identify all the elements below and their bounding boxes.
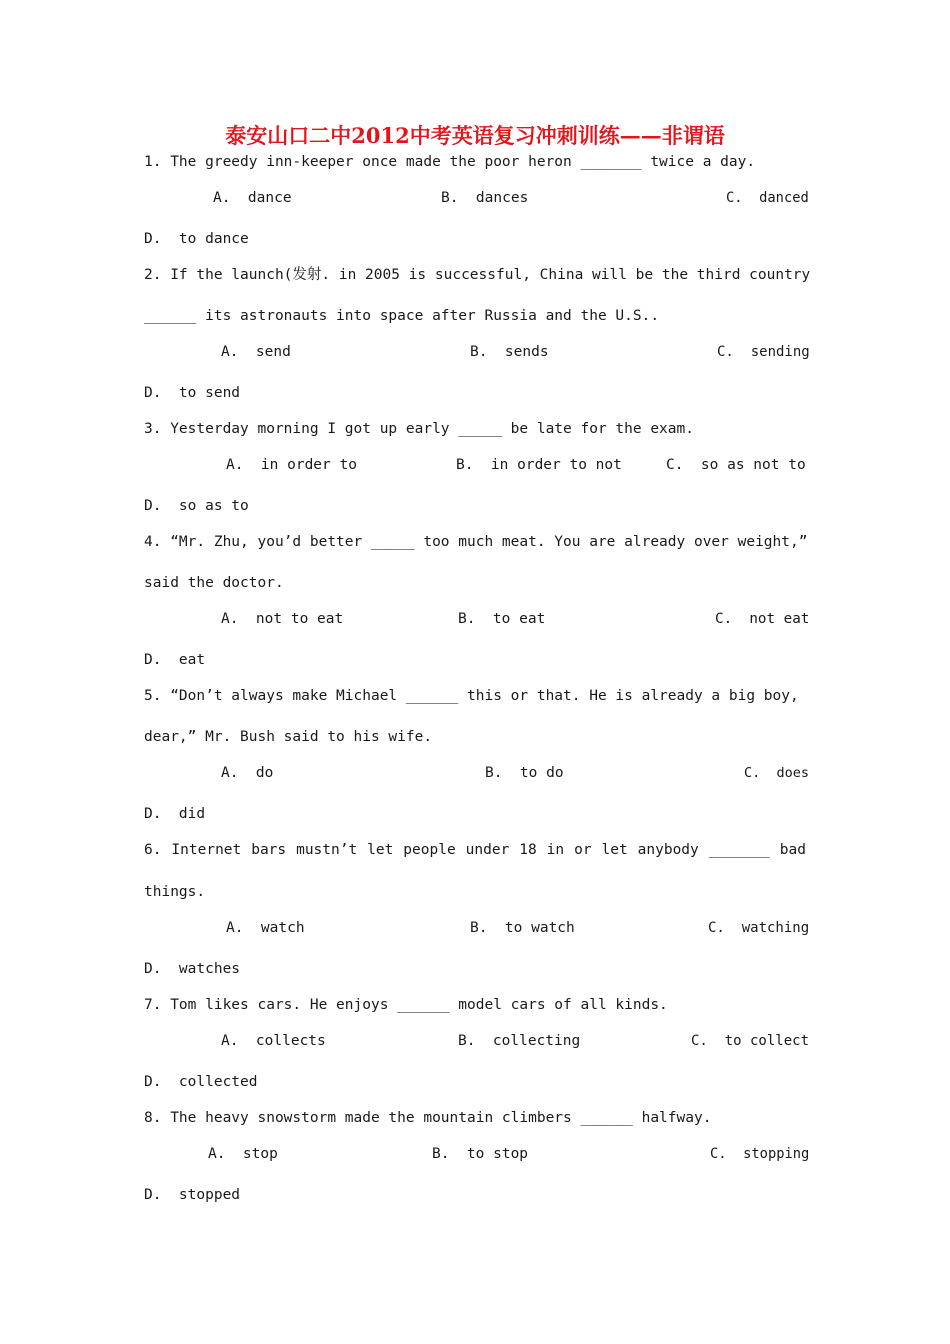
question-4-option-b: B. to eat	[458, 611, 546, 627]
question-1-text: 1. The greedy inn-keeper once made the poor heron _______ twice a day.	[144, 154, 756, 170]
question-8-text: 8. The heavy snowstorm made the mountain climbers ______ halfway.	[144, 1110, 712, 1126]
question-7-option-b: B. collecting	[458, 1033, 581, 1049]
question-2-option-a: A. send	[221, 344, 291, 360]
question-2-text-line-2: ______ its astronauts into space after Russia and the U.S..	[144, 308, 660, 324]
question-7-option-a: A. collects	[221, 1033, 326, 1049]
question-4-option-d: D. eat	[144, 652, 206, 668]
question-4-option-c: C. not eat	[715, 611, 810, 627]
question-6-option-c: C. watching	[708, 920, 810, 936]
question-6-option-d: D. watches	[144, 961, 241, 977]
question-7-option-c: C. to collect	[691, 1033, 810, 1049]
question-3-text: 3. Yesterday morning I got up early _____ be late for the exam.	[144, 421, 694, 437]
question-3-option-c: C. so as not to	[666, 457, 806, 473]
question-3-option-a: A. in order to	[226, 457, 357, 473]
question-6-text-line-2: things.	[144, 884, 206, 900]
question-3-option-b: B. in order to not	[456, 457, 622, 473]
question-5-option-b: B. to do	[485, 765, 564, 781]
question-7-text: 7. Tom likes cars. He enjoys ______ model cars of all kinds.	[144, 997, 668, 1013]
question-4-text-line-1: 4. “Mr. Zhu, you’d better _____ too much meat. You are already over weight,”	[144, 534, 808, 550]
question-2-option-c: C. sending	[717, 344, 810, 360]
question-6-text-line-1: 6. Internet bars mustn’t let people under 18 in or let anybody _______ bad	[144, 842, 806, 858]
question-8-option-c: C. stopping	[710, 1146, 810, 1162]
question-1-option-a: A. dance	[213, 190, 292, 206]
question-8-option-b: B. to stop	[432, 1146, 529, 1162]
question-5-option-d: D. did	[144, 806, 206, 822]
question-6-option-b: B. to watch	[470, 920, 575, 936]
question-4-text-line-2: said the doctor.	[144, 575, 284, 591]
question-3-option-d: D. so as to	[144, 498, 249, 514]
question-6-option-a: A. watch	[226, 920, 305, 936]
question-5-option-a: A. do	[221, 765, 274, 781]
question-5-text-line-1: 5. “Don’t always make Michael ______ this or that. He is already a big boy,	[144, 688, 799, 704]
question-4-option-a: A. not to eat	[221, 611, 344, 627]
page-title: 泰安山口二中2012中考英语复习冲刺训练——非谓语	[225, 123, 725, 148]
question-2-option-b: B. sends	[470, 344, 549, 360]
question-8-option-a: A. stop	[208, 1146, 278, 1162]
question-8-option-d: D. stopped	[144, 1187, 241, 1203]
question-5-text-line-2: dear,” Mr. Bush said to his wife.	[144, 729, 433, 745]
question-1-option-d: D. to dance	[144, 231, 249, 247]
question-2-option-d: D. to send	[144, 385, 241, 401]
question-2-text-line-1: 2. If the launch(发射. in 2005 is successful, China will be the third country	[144, 267, 811, 283]
question-1-option-c: C. danced	[726, 190, 809, 206]
question-1-option-b: B. dances	[441, 190, 529, 206]
question-5-option-c: C. does	[744, 765, 810, 781]
question-7-option-d: D. collected	[144, 1074, 258, 1090]
